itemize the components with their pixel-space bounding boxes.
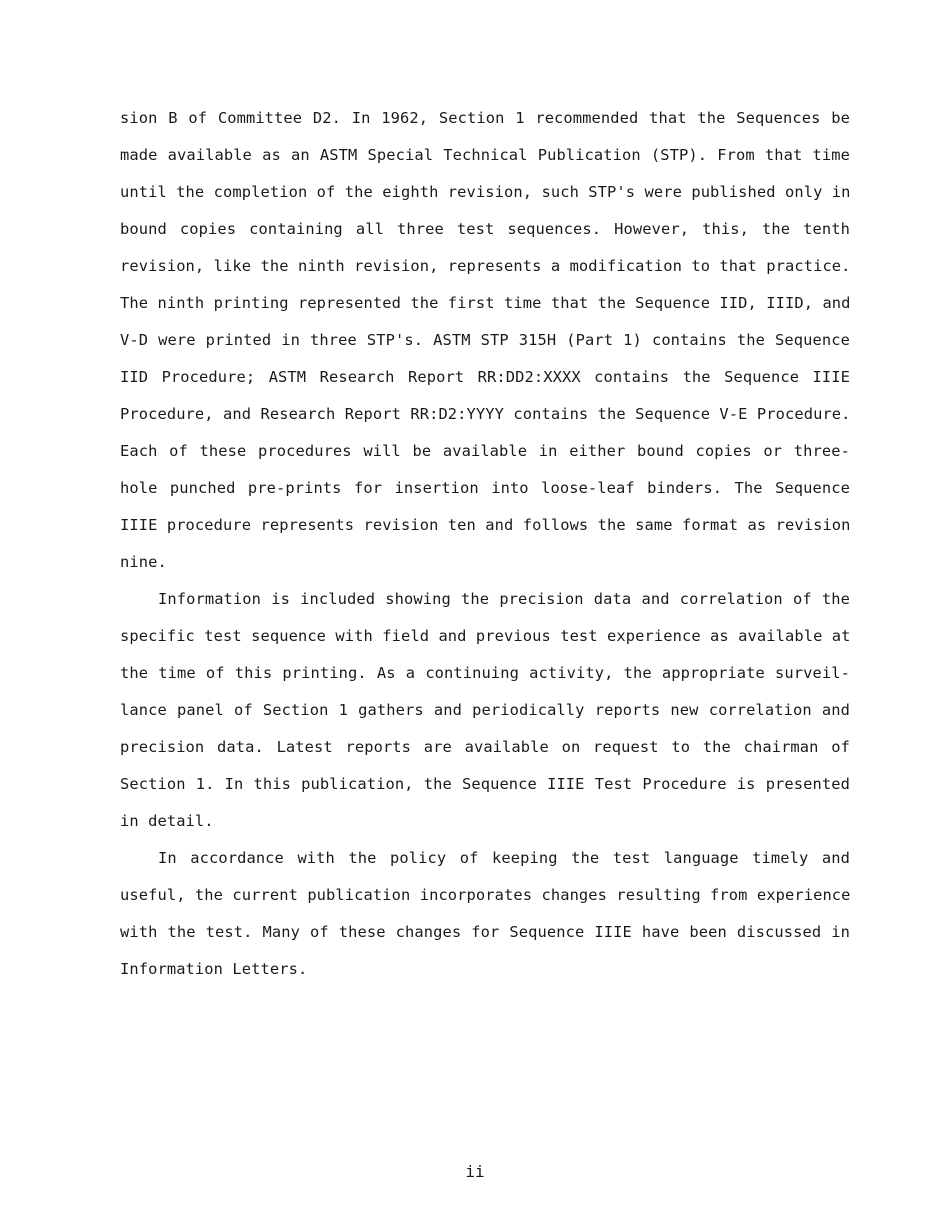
text-line: in detail. [120, 812, 214, 830]
text-line: IIIE procedure represents revision ten and follows the same format as revision [120, 516, 851, 534]
text-line: the time of this printing. As a continuing activity, the appropriate surveil- [120, 664, 850, 682]
text-line: hole punched pre-prints for insertion into loose-leaf binders. The Sequence [120, 479, 850, 497]
text-line: V-D were printed in three STP's. ASTM STP 315H (Part 1) contains the Sequence [120, 331, 850, 349]
text-line: Section 1. In this publication, the Sequence IIIE Test Procedure is presented [120, 775, 850, 793]
text-line: Information is included showing the precision data and correlation of the [158, 590, 850, 608]
text-line: with the test. Many of these changes for Sequence IIIE have been discussed in [120, 923, 850, 941]
text-line: sion B of Committee D2. In 1962, Section 1 recommended that the Sequences be [120, 109, 850, 127]
text-line: bound copies containing all three test sequences. However, this, the tenth [120, 220, 850, 238]
page-number: ii [465, 1162, 485, 1181]
text-line: revision, like the ninth revision, represents a modification to that practice. [120, 257, 851, 275]
text-line: IID Procedure; ASTM Research Report RR:DD2:XXXX contains the Sequence IIIE [120, 368, 850, 386]
text-line: lance panel of Section 1 gathers and periodically reports new correlation and [120, 701, 850, 719]
text-line: until the completion of the eighth revision, such STP's were published only in [120, 183, 851, 201]
text-line: In accordance with the policy of keeping the test language timely and [158, 849, 850, 867]
text-line: Procedure, and Research Report RR:D2:YYYY contains the Sequence V-E Procedure. [120, 405, 851, 423]
text-line: specific test sequence with field and previous test experience as available at [120, 627, 851, 645]
text-line: useful, the current publication incorporates changes resulting from experience [120, 886, 851, 904]
text-line: The ninth printing represented the first time that the Sequence IID, IIID, and [120, 294, 851, 312]
text-line: made available as an ASTM Special Technical Publication (STP). From that time [120, 146, 850, 164]
text-line: Information Letters. [120, 960, 308, 978]
text-line: precision data. Latest reports are available on request to the chairman of [120, 738, 850, 756]
text-line: Each of these procedures will be available in either bound copies or three- [120, 442, 850, 460]
text-line: nine. [120, 553, 167, 571]
